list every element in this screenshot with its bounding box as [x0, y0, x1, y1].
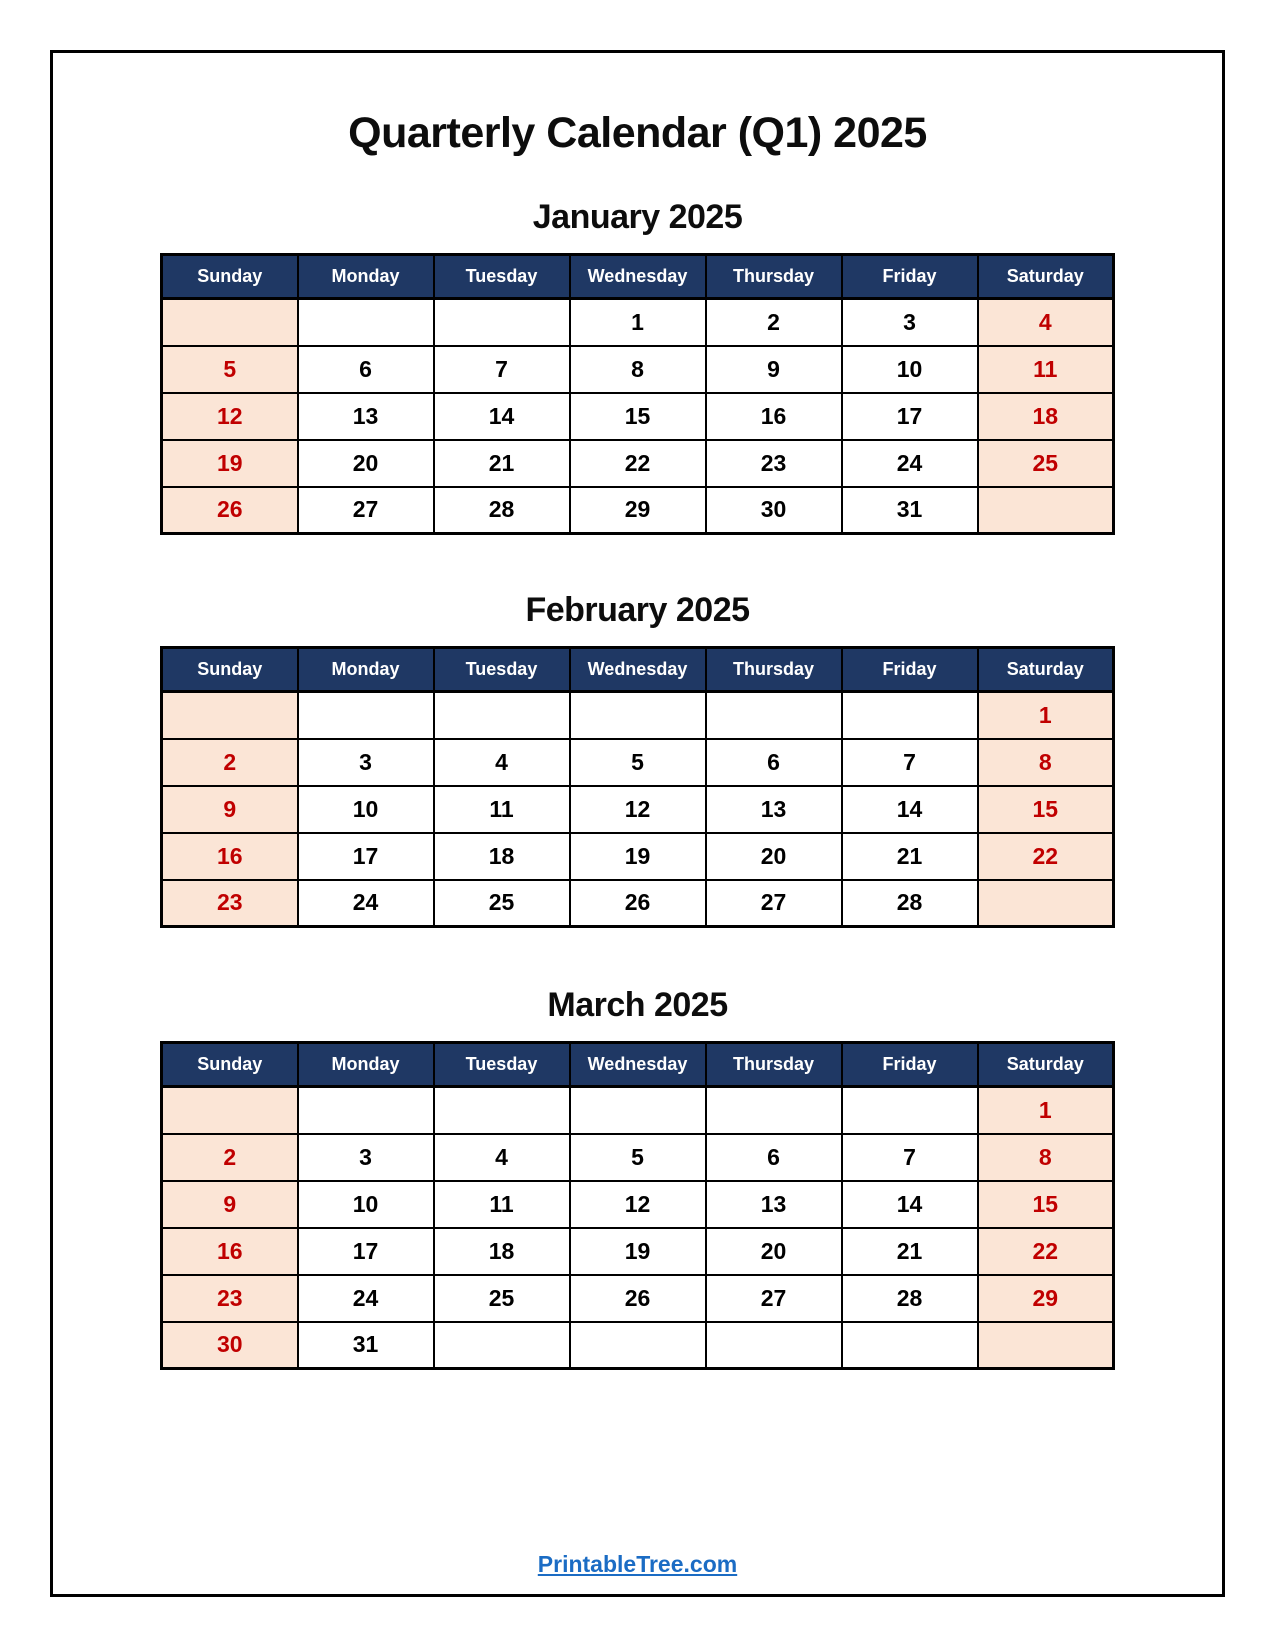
day-cell: 29 [570, 487, 706, 534]
day-cell: 20 [298, 440, 434, 487]
weekday-header: Saturday [978, 648, 1114, 692]
day-cell [298, 692, 434, 739]
day-cell: 10 [298, 1181, 434, 1228]
day-cell: 9 [706, 346, 842, 393]
day-cell: 7 [842, 739, 978, 786]
day-cell: 26 [162, 487, 298, 534]
day-cell: 3 [298, 739, 434, 786]
day-cell: 13 [298, 393, 434, 440]
day-cell: 24 [298, 1275, 434, 1322]
weekday-header-row [162, 1043, 1114, 1087]
day-cell: 26 [570, 1275, 706, 1322]
day-cell [162, 1087, 298, 1134]
day-cell: 6 [706, 1134, 842, 1181]
day-cell: 19 [162, 440, 298, 487]
week-row [162, 786, 1114, 833]
day-cell: 12 [162, 393, 298, 440]
day-cell: 27 [706, 1275, 842, 1322]
day-cell [434, 299, 570, 346]
day-cell: 11 [434, 786, 570, 833]
day-cell: 30 [162, 1322, 298, 1369]
calendar-header [162, 1043, 1114, 1087]
day-cell: 24 [298, 880, 434, 927]
day-cell: 7 [842, 1134, 978, 1181]
weekday-header: Friday [842, 255, 978, 299]
day-cell: 3 [298, 1134, 434, 1181]
weekday-header: Friday [842, 648, 978, 692]
day-cell: 21 [434, 440, 570, 487]
weekday-header-row [162, 255, 1114, 299]
day-cell: 11 [978, 346, 1114, 393]
day-cell: 13 [706, 1181, 842, 1228]
day-cell: 18 [434, 833, 570, 880]
week-row [162, 1134, 1114, 1181]
day-cell [162, 299, 298, 346]
day-cell: 19 [570, 1228, 706, 1275]
day-cell: 5 [570, 739, 706, 786]
month-calendar [160, 253, 1115, 535]
day-cell: 30 [706, 487, 842, 534]
weekday-header: Tuesday [434, 1043, 570, 1087]
month-title: February 2025 [525, 591, 750, 629]
day-cell: 17 [842, 393, 978, 440]
day-cell: 19 [570, 833, 706, 880]
week-row [162, 833, 1114, 880]
day-cell: 25 [978, 440, 1114, 487]
day-cell: 31 [298, 1322, 434, 1369]
week-row [162, 1087, 1114, 1134]
day-cell [570, 1322, 706, 1369]
day-cell: 6 [298, 346, 434, 393]
day-cell: 14 [842, 1181, 978, 1228]
day-cell: 27 [298, 487, 434, 534]
page-title: Quarterly Calendar (Q1) 2025 [348, 109, 927, 157]
day-cell: 21 [842, 1228, 978, 1275]
day-cell: 2 [706, 299, 842, 346]
day-cell: 4 [978, 299, 1114, 346]
day-cell: 1 [978, 692, 1114, 739]
day-cell [978, 487, 1114, 534]
day-cell [842, 692, 978, 739]
month-title: March 2025 [547, 986, 728, 1024]
day-cell: 5 [570, 1134, 706, 1181]
weekday-header-row [162, 648, 1114, 692]
day-cell: 22 [978, 1228, 1114, 1275]
day-cell: 5 [162, 346, 298, 393]
weekday-header: Wednesday [570, 1043, 706, 1087]
weekday-header: Sunday [162, 255, 298, 299]
day-cell [162, 692, 298, 739]
weekday-header: Saturday [978, 1043, 1114, 1087]
month-section [53, 198, 1222, 535]
day-cell: 4 [434, 1134, 570, 1181]
day-cell [978, 880, 1114, 927]
day-cell: 9 [162, 1181, 298, 1228]
calendar-body [162, 1087, 1114, 1369]
day-cell: 10 [298, 786, 434, 833]
weekday-header: Wednesday [570, 648, 706, 692]
day-cell: 4 [434, 739, 570, 786]
weekday-header: Sunday [162, 1043, 298, 1087]
day-cell: 17 [298, 833, 434, 880]
day-cell: 25 [434, 880, 570, 927]
day-cell [570, 1087, 706, 1134]
day-cell: 23 [162, 880, 298, 927]
week-row [162, 1181, 1114, 1228]
calendar-header [162, 648, 1114, 692]
calendar-header [162, 255, 1114, 299]
day-cell: 15 [570, 393, 706, 440]
day-cell: 31 [842, 487, 978, 534]
day-cell: 20 [706, 833, 842, 880]
weekday-header: Wednesday [570, 255, 706, 299]
day-cell [706, 1322, 842, 1369]
day-cell: 26 [570, 880, 706, 927]
week-row [162, 1275, 1114, 1322]
day-cell: 12 [570, 1181, 706, 1228]
day-cell: 8 [978, 1134, 1114, 1181]
day-cell: 14 [434, 393, 570, 440]
month-section [53, 986, 1222, 1370]
day-cell [434, 692, 570, 739]
week-row [162, 1228, 1114, 1275]
weekday-header: Tuesday [434, 255, 570, 299]
weekday-header: Sunday [162, 648, 298, 692]
day-cell [434, 1087, 570, 1134]
day-cell: 6 [706, 739, 842, 786]
weekday-header: Monday [298, 648, 434, 692]
day-cell: 29 [978, 1275, 1114, 1322]
weekday-header: Tuesday [434, 648, 570, 692]
day-cell: 24 [842, 440, 978, 487]
day-cell: 15 [978, 786, 1114, 833]
day-cell: 12 [570, 786, 706, 833]
week-row [162, 1322, 1114, 1369]
month-section [53, 591, 1222, 928]
day-cell: 23 [162, 1275, 298, 1322]
months-container [53, 198, 1222, 1370]
week-row [162, 440, 1114, 487]
month-calendar [160, 1041, 1115, 1370]
week-row [162, 487, 1114, 534]
day-cell: 1 [570, 299, 706, 346]
day-cell [842, 1087, 978, 1134]
day-cell: 25 [434, 1275, 570, 1322]
week-row [162, 692, 1114, 739]
weekday-header: Thursday [706, 1043, 842, 1087]
day-cell [978, 1322, 1114, 1369]
day-cell: 21 [842, 833, 978, 880]
day-cell: 2 [162, 739, 298, 786]
day-cell: 28 [434, 487, 570, 534]
day-cell [706, 1087, 842, 1134]
calendar-body [162, 692, 1114, 927]
month-title: January 2025 [532, 198, 743, 236]
day-cell: 8 [570, 346, 706, 393]
weekday-header: Monday [298, 255, 434, 299]
day-cell: 28 [842, 1275, 978, 1322]
week-row [162, 346, 1114, 393]
day-cell: 18 [978, 393, 1114, 440]
day-cell: 17 [298, 1228, 434, 1275]
day-cell: 11 [434, 1181, 570, 1228]
day-cell [842, 1322, 978, 1369]
weekday-header: Thursday [706, 255, 842, 299]
day-cell [570, 692, 706, 739]
day-cell: 22 [570, 440, 706, 487]
day-cell: 23 [706, 440, 842, 487]
weekday-header: Saturday [978, 255, 1114, 299]
day-cell [298, 299, 434, 346]
day-cell: 16 [162, 833, 298, 880]
day-cell [706, 692, 842, 739]
day-cell: 14 [842, 786, 978, 833]
month-calendar [160, 646, 1115, 928]
day-cell: 28 [842, 880, 978, 927]
week-row [162, 393, 1114, 440]
weekday-header: Thursday [706, 648, 842, 692]
day-cell: 10 [842, 346, 978, 393]
calendar-body [162, 299, 1114, 534]
day-cell: 8 [978, 739, 1114, 786]
day-cell: 27 [706, 880, 842, 927]
day-cell: 2 [162, 1134, 298, 1181]
week-row [162, 880, 1114, 927]
day-cell: 3 [842, 299, 978, 346]
calendar-page [50, 50, 1225, 1597]
day-cell [298, 1087, 434, 1134]
day-cell: 16 [162, 1228, 298, 1275]
week-row [162, 739, 1114, 786]
day-cell: 16 [706, 393, 842, 440]
day-cell: 15 [978, 1181, 1114, 1228]
day-cell: 20 [706, 1228, 842, 1275]
weekday-header: Monday [298, 1043, 434, 1087]
day-cell: 9 [162, 786, 298, 833]
week-row [162, 299, 1114, 346]
day-cell: 1 [978, 1087, 1114, 1134]
day-cell: 7 [434, 346, 570, 393]
day-cell [434, 1322, 570, 1369]
day-cell: 13 [706, 786, 842, 833]
day-cell: 22 [978, 833, 1114, 880]
weekday-header: Friday [842, 1043, 978, 1087]
day-cell: 18 [434, 1228, 570, 1275]
footer-link[interactable]: PrintableTree.com [537, 1551, 738, 1577]
